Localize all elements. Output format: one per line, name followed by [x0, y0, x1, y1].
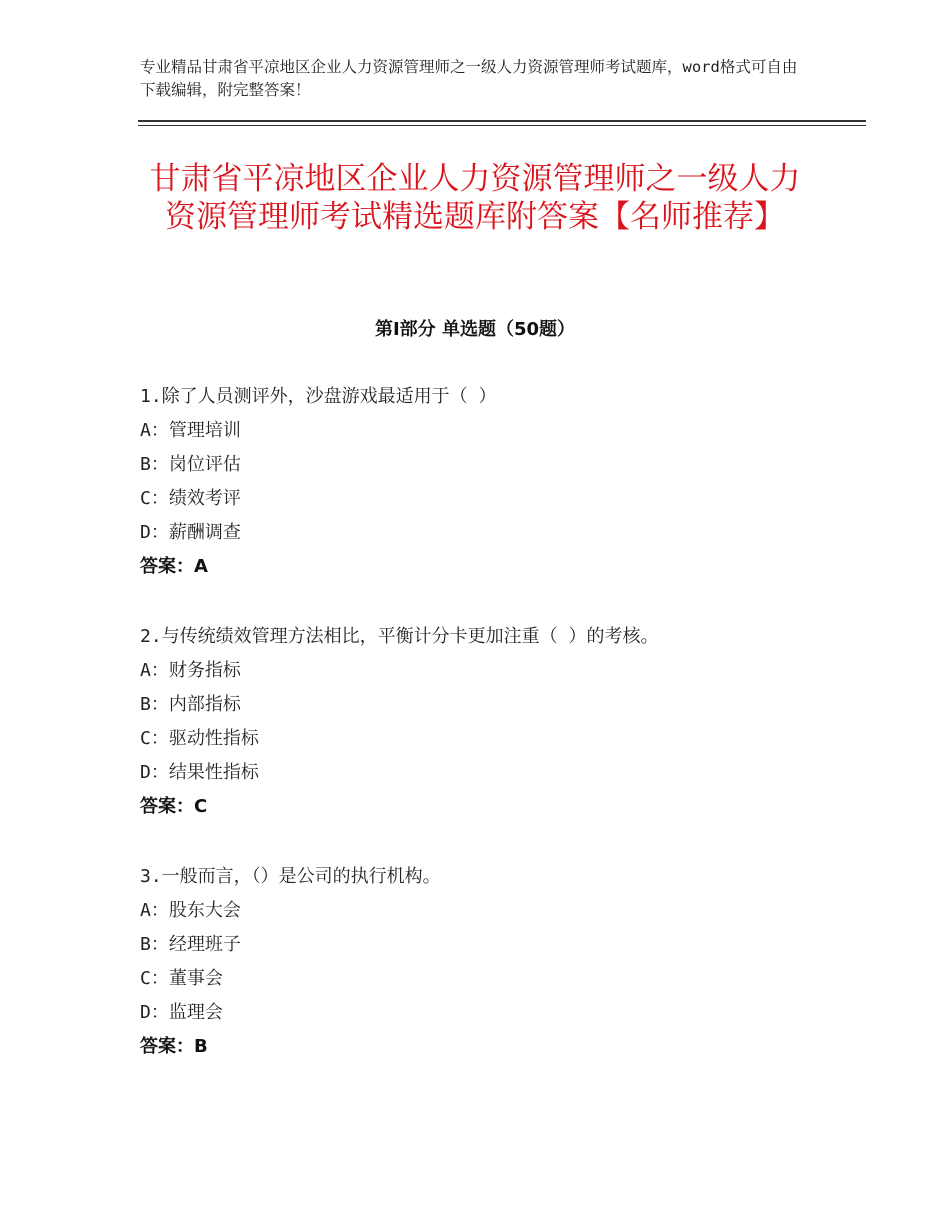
option-c: C：董事会 [140, 968, 223, 989]
header-note: 专业精品甘肃省平凉地区企业人力资源管理师之一级人力资源管理师考试题库，word格式可自由下载编辑，附完整答案！ [140, 58, 798, 99]
option-a: A：股东大会 [140, 900, 241, 921]
option-b: B：经理班子 [140, 934, 241, 955]
question-2 [140, 620, 840, 824]
question-list [140, 380, 840, 1100]
question-1 [140, 380, 840, 584]
option-d: D：监理会 [140, 1002, 223, 1023]
option-b: B：岗位评估 [140, 454, 241, 475]
option-b: B：内部指标 [140, 694, 241, 715]
option-c: C：驱动性指标 [140, 728, 259, 749]
answer-line: 答案：B [140, 1036, 208, 1057]
question-stem: 1.除了人员测评外，沙盘游戏最适用于（ ） [140, 386, 497, 407]
option-c: C：绩效考评 [140, 488, 241, 509]
header-divider-thin [138, 125, 866, 126]
question-3 [140, 860, 840, 1064]
header-divider [138, 120, 866, 122]
answer-line: 答案：A [140, 556, 208, 577]
option-d: D：结果性指标 [140, 762, 259, 783]
question-stem: 2.与传统绩效管理方法相比，平衡计分卡更加注重（ ）的考核。 [140, 626, 659, 647]
option-d: D：薪酬调查 [140, 522, 241, 543]
document-title: 甘肃省平凉地区企业人力资源管理师之一级人力资源管理师考试精选题库附答案【名师推荐】 [149, 161, 801, 235]
option-a: A：管理培训 [140, 420, 241, 441]
answer-line: 答案：C [140, 796, 208, 817]
section-heading: 第Ⅰ部分 单选题（50题） [374, 319, 575, 340]
question-stem: 3.一般而言，（）是公司的执行机构。 [140, 866, 441, 887]
option-a: A：财务指标 [140, 660, 241, 681]
